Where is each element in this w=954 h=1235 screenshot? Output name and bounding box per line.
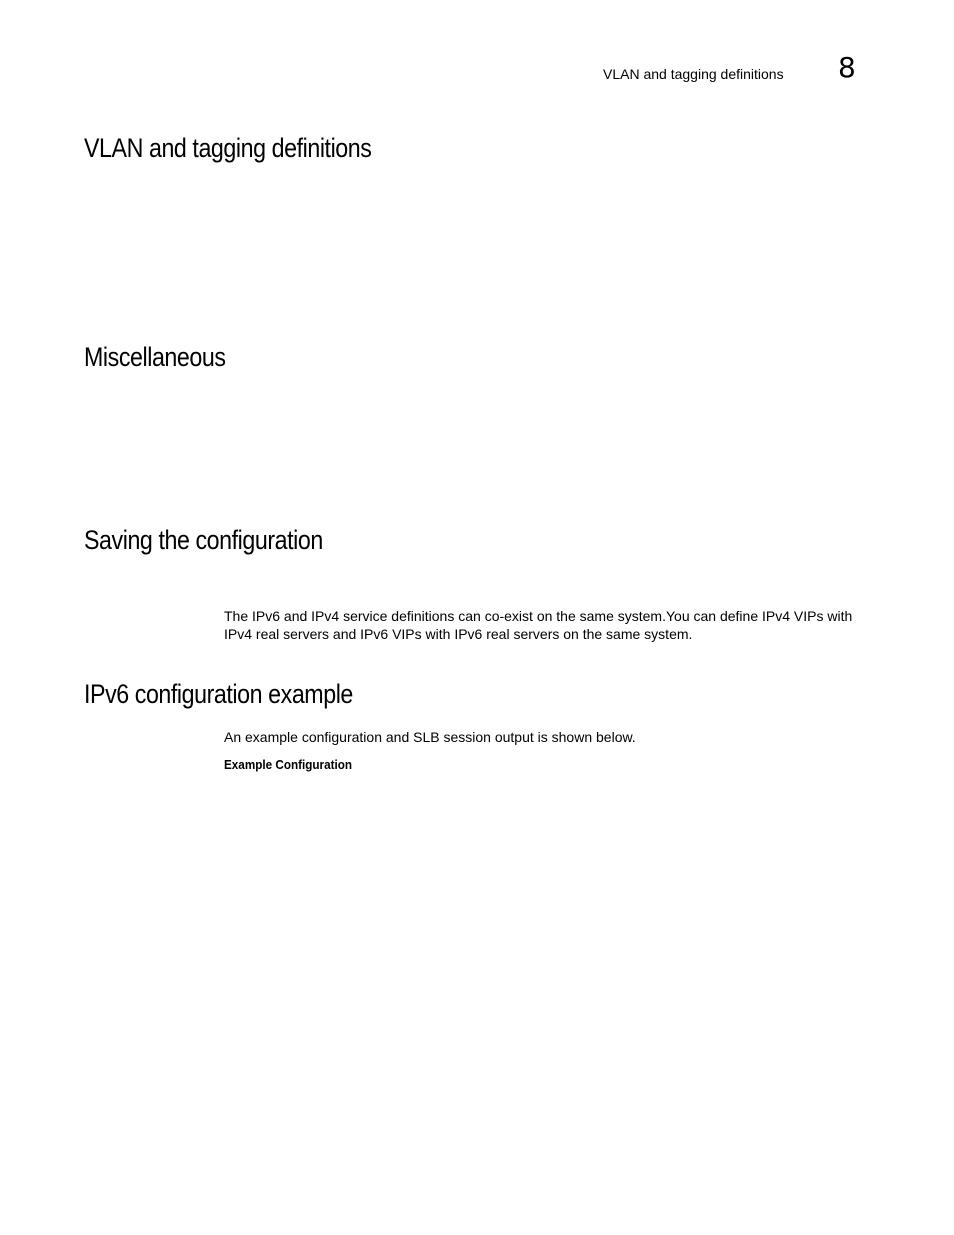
ipv6-example-paragraph: An example configuration and SLB session output is shown below. [224,729,636,745]
example-configuration-caption: Example Configuration [224,757,353,772]
saving-paragraph: The IPv6 and IPv4 service definitions can co-exist on the same system.You can define IPv4 VIPs with IPv4 real servers and IPv6 VIPs with IPv6 real servers on the same system. [224,608,853,642]
running-header: VLAN and tagging definitions [603,66,784,82]
chapter-number: 8 [838,51,856,84]
heading-vlan-and-tagging: VLAN and tagging definitions [84,133,372,163]
heading-saving-configuration: Saving the configuration [84,525,323,555]
heading-miscellaneous: Miscellaneous [84,342,226,372]
heading-ipv6-configuration-example: IPv6 configuration example [84,679,353,709]
